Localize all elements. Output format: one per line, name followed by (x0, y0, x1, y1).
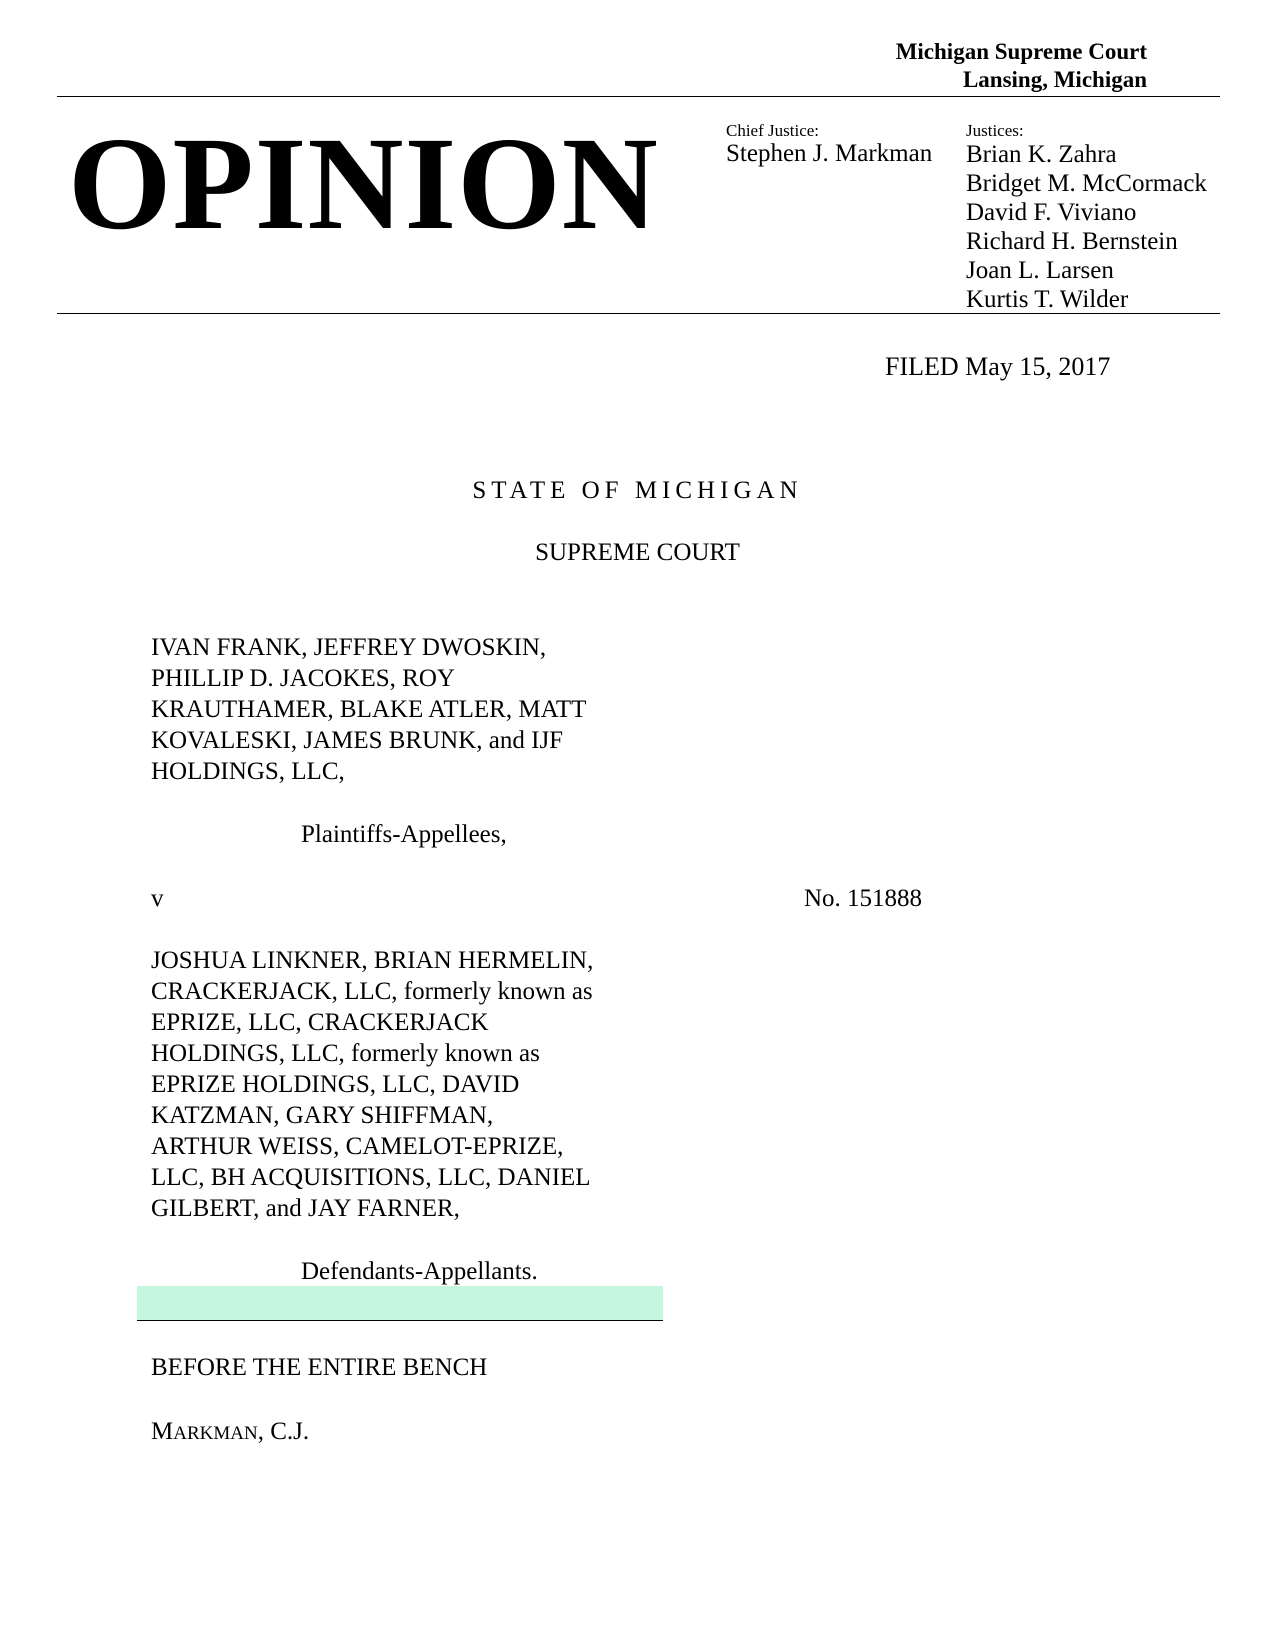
chief-justice-label: Chief Justice: (726, 121, 820, 140)
court-location: Lansing, Michigan (962, 67, 1147, 92)
versus-label: v (151, 885, 164, 912)
justice-name: Richard H. Bernstein (966, 228, 1178, 255)
defendants-line: KATZMAN, GARY SHIFFMAN, (151, 1102, 494, 1129)
defendants-line: CRACKERJACK, LLC, formerly known as (151, 978, 593, 1005)
opinion-title: OPINION (68, 109, 659, 257)
justices-list (966, 140, 1207, 314)
text-highlight (137, 1286, 663, 1320)
defendants-line: EPRIZE HOLDINGS, LLC, DAVID (151, 1071, 520, 1098)
defendants-line: LLC, BH ACQUISITIONS, LLC, DANIEL (151, 1164, 591, 1191)
defendants-line: JOSHUA LINKNER, BRIAN HERMELIN, (151, 947, 594, 974)
defendants-names (151, 945, 671, 1224)
justice-name: Kurtis T. Wilder (966, 286, 1129, 313)
author-initial: M (151, 1418, 174, 1445)
plaintiffs-line: KRAUTHAMER, BLAKE ATLER, MATT (151, 696, 587, 723)
caption-rule (137, 1320, 663, 1321)
plaintiffs-names (151, 632, 671, 787)
defendants-role: Defendants-Appellants. (301, 1258, 538, 1285)
opinion-author (151, 1417, 309, 1449)
plaintiffs-line: IVAN FRANK, JEFFREY DWOSKIN, (151, 634, 547, 661)
defendants-line: HOLDINGS, LLC, formerly known as (151, 1040, 540, 1067)
justice-name: David F. Viviano (966, 199, 1137, 226)
author-name-smallcaps: ARKMAN (173, 1423, 258, 1444)
header-top-rule (57, 96, 1220, 97)
plaintiffs-line: HOLDINGS, LLC, (151, 758, 345, 785)
author-suffix: , C.J. (257, 1418, 310, 1445)
plaintiffs-line: PHILLIP D. JACOKES, ROY (151, 665, 455, 692)
plaintiffs-role: Plaintiffs-Appellees, (301, 821, 507, 848)
court-heading: SUPREME COURT (535, 539, 740, 566)
justice-name: Brian K. Zahra (966, 141, 1117, 168)
court-name: Michigan Supreme Court (895, 39, 1147, 64)
defendants-line: ARTHUR WEISS, CAMELOT-EPRIZE, (151, 1133, 564, 1160)
bench-statement: BEFORE THE ENTIRE BENCH (151, 1354, 488, 1381)
justice-name: Bridget M. McCormack (966, 170, 1207, 197)
defendants-line: GILBERT, and JAY FARNER, (151, 1195, 460, 1222)
defendants-line: EPRIZE, LLC, CRACKERJACK (151, 1009, 489, 1036)
chief-justice-name: Stephen J. Markman (726, 140, 933, 167)
state-heading: STATE OF MICHIGAN (472, 477, 803, 504)
filed-date: FILED May 15, 2017 (885, 352, 1111, 381)
plaintiffs-line: KOVALESKI, JAMES BRUNK, and IJF (151, 727, 564, 754)
justice-name: Joan L. Larsen (966, 257, 1114, 284)
header-bottom-rule (57, 313, 1220, 314)
justices-label: Justices: (966, 121, 1024, 140)
docket-number: No. 151888 (804, 885, 923, 912)
